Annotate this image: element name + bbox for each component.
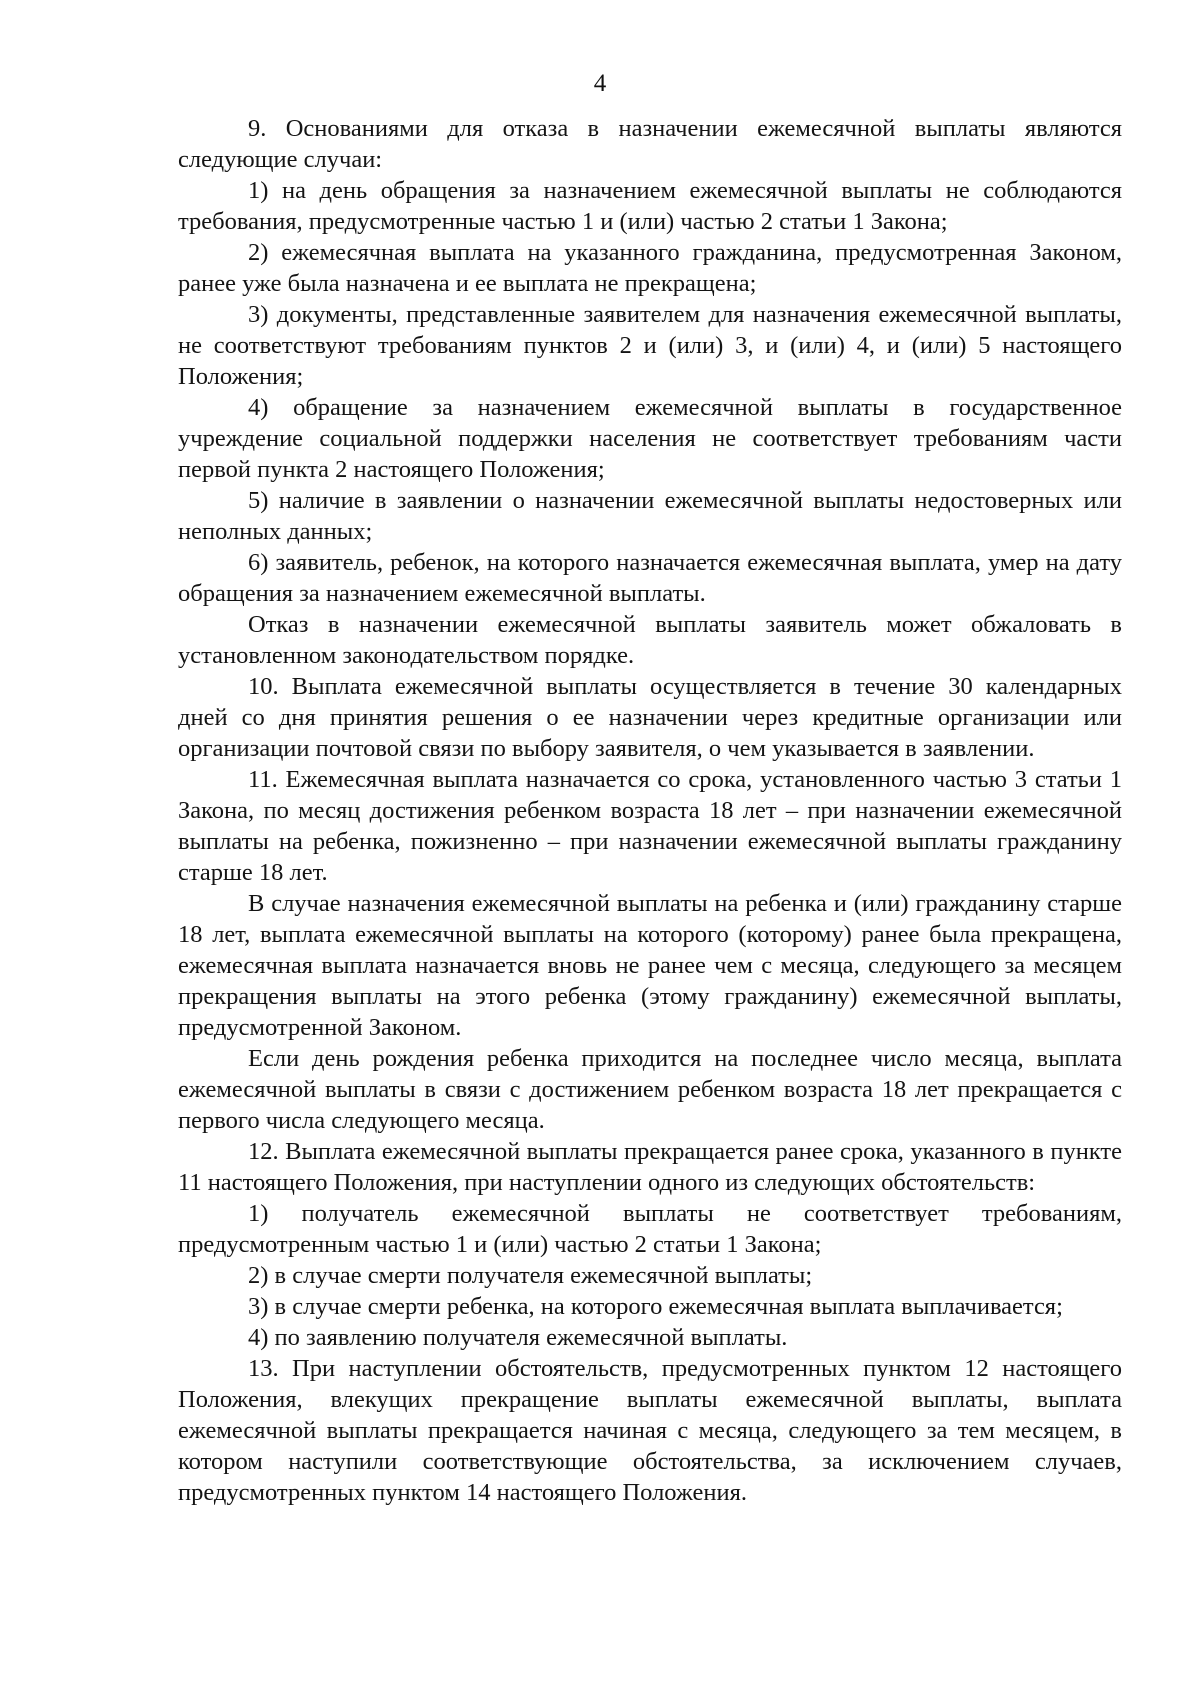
list-item-12-3: 3) в случае смерти ребенка, на которого ежемесячная выплата выплачивается; <box>248 1293 1063 1320</box>
paragraph-appeal: Отказ в назначении ежемесячной выплаты заявитель может обжаловать в установленном законодательством порядке. <box>178 611 1122 669</box>
list-item-9-3: 3) документы, представленные заявителем для назначения ежемесячной выплаты, не соответствуют требованиям пунктов 2 и (или) 3, и (или) 4, и (или) 5 настоящего Положения; <box>178 301 1122 390</box>
document-body <box>178 113 1122 1508</box>
paragraph-11-birthday: Если день рождения ребенка приходится на последнее число месяца, выплата ежемесячной выплаты в связи с достижением ребенком возраста 18 лет прекращается с первого числа следующего месяца. <box>178 1045 1122 1134</box>
paragraph-11-renewal: В случае назначения ежемесячной выплаты на ребенка и (или) гражданину старше 18 лет, выплата ежемесячной выплаты на которого (которому) ранее была прекращена, ежемесячная выплата назначается вновь не ранее чем с месяца, следующего за месяцем прекращения выплаты на этого ребенка (этому гражданину) ежемесячной выплаты, предусмотренной Законом. <box>178 890 1122 1041</box>
page-number: 4 <box>593 70 607 97</box>
list-item-9-6: 6) заявитель, ребенок, на которого назначается ежемесячная выплата, умер на дату обращения за назначением ежемесячной выплаты. <box>178 549 1122 607</box>
list-item-9-2: 2) ежемесячная выплата на указанного гражданина, предусмотренная Законом, ранее уже была назначена и ее выплата не прекращена; <box>178 239 1122 297</box>
list-item-9-4: 4) обращение за назначением ежемесячной выплаты в государственное учреждение социальной поддержки населения не соответствует требованиям части первой пункта 2 настоящего Положения; <box>178 394 1122 483</box>
list-item-12-2: 2) в случае смерти получателя ежемесячной выплаты; <box>248 1262 813 1289</box>
list-item-12-1: 1) получатель ежемесячной выплаты не соответствует требованиям, предусмотренным частью 1 и (или) частью 2 статьи 1 Закона; <box>178 1200 1122 1258</box>
list-item-12-4: 4) по заявлению получателя ежемесячной выплаты. <box>248 1324 788 1351</box>
paragraph-13: 13. При наступлении обстоятельств, предусмотренных пунктом 12 настоящего Положения, влекущих прекращение выплаты ежемесячной выплаты, выплата ежемесячной выплаты прекращается начиная с месяца, следующего за тем месяцем, в котором наступили соответствующие обстоятельства, за исключением случаев, предусмотренных пунктом 14 настоящего Положения. <box>178 1355 1122 1506</box>
paragraph-12: 12. Выплата ежемесячной выплаты прекращается ранее срока, указанного в пункте 11 настоящего Положения, при наступлении одного из следующих обстоятельств: <box>178 1138 1122 1196</box>
list-item-9-5: 5) наличие в заявлении о назначении ежемесячной выплаты недостоверных или неполных данных; <box>178 487 1122 545</box>
paragraph-10: 10. Выплата ежемесячной выплаты осуществляется в течение 30 календарных дней со дня принятия решения о ее назначении через кредитные организации или организации почтовой связи по выбору заявителя, о чем указывается в заявлении. <box>178 673 1122 762</box>
paragraph-9: 9. Основаниями для отказа в назначении ежемесячной выплаты являются следующие случаи: <box>178 115 1122 173</box>
paragraph-11: 11. Ежемесячная выплата назначается со срока, установленного частью 3 статьи 1 Закона, по месяц достижения ребенком возраста 18 лет – при назначении ежемесячной выплаты на ребенка, пожизненно – при назначении ежемесячной выплаты гражданину старше 18 лет. <box>178 766 1122 886</box>
list-item-9-1: 1) на день обращения за назначением ежемесячной выплаты не соблюдаются требования, предусмотренные частью 1 и (или) частью 2 статьи 1 Закона; <box>178 177 1122 235</box>
